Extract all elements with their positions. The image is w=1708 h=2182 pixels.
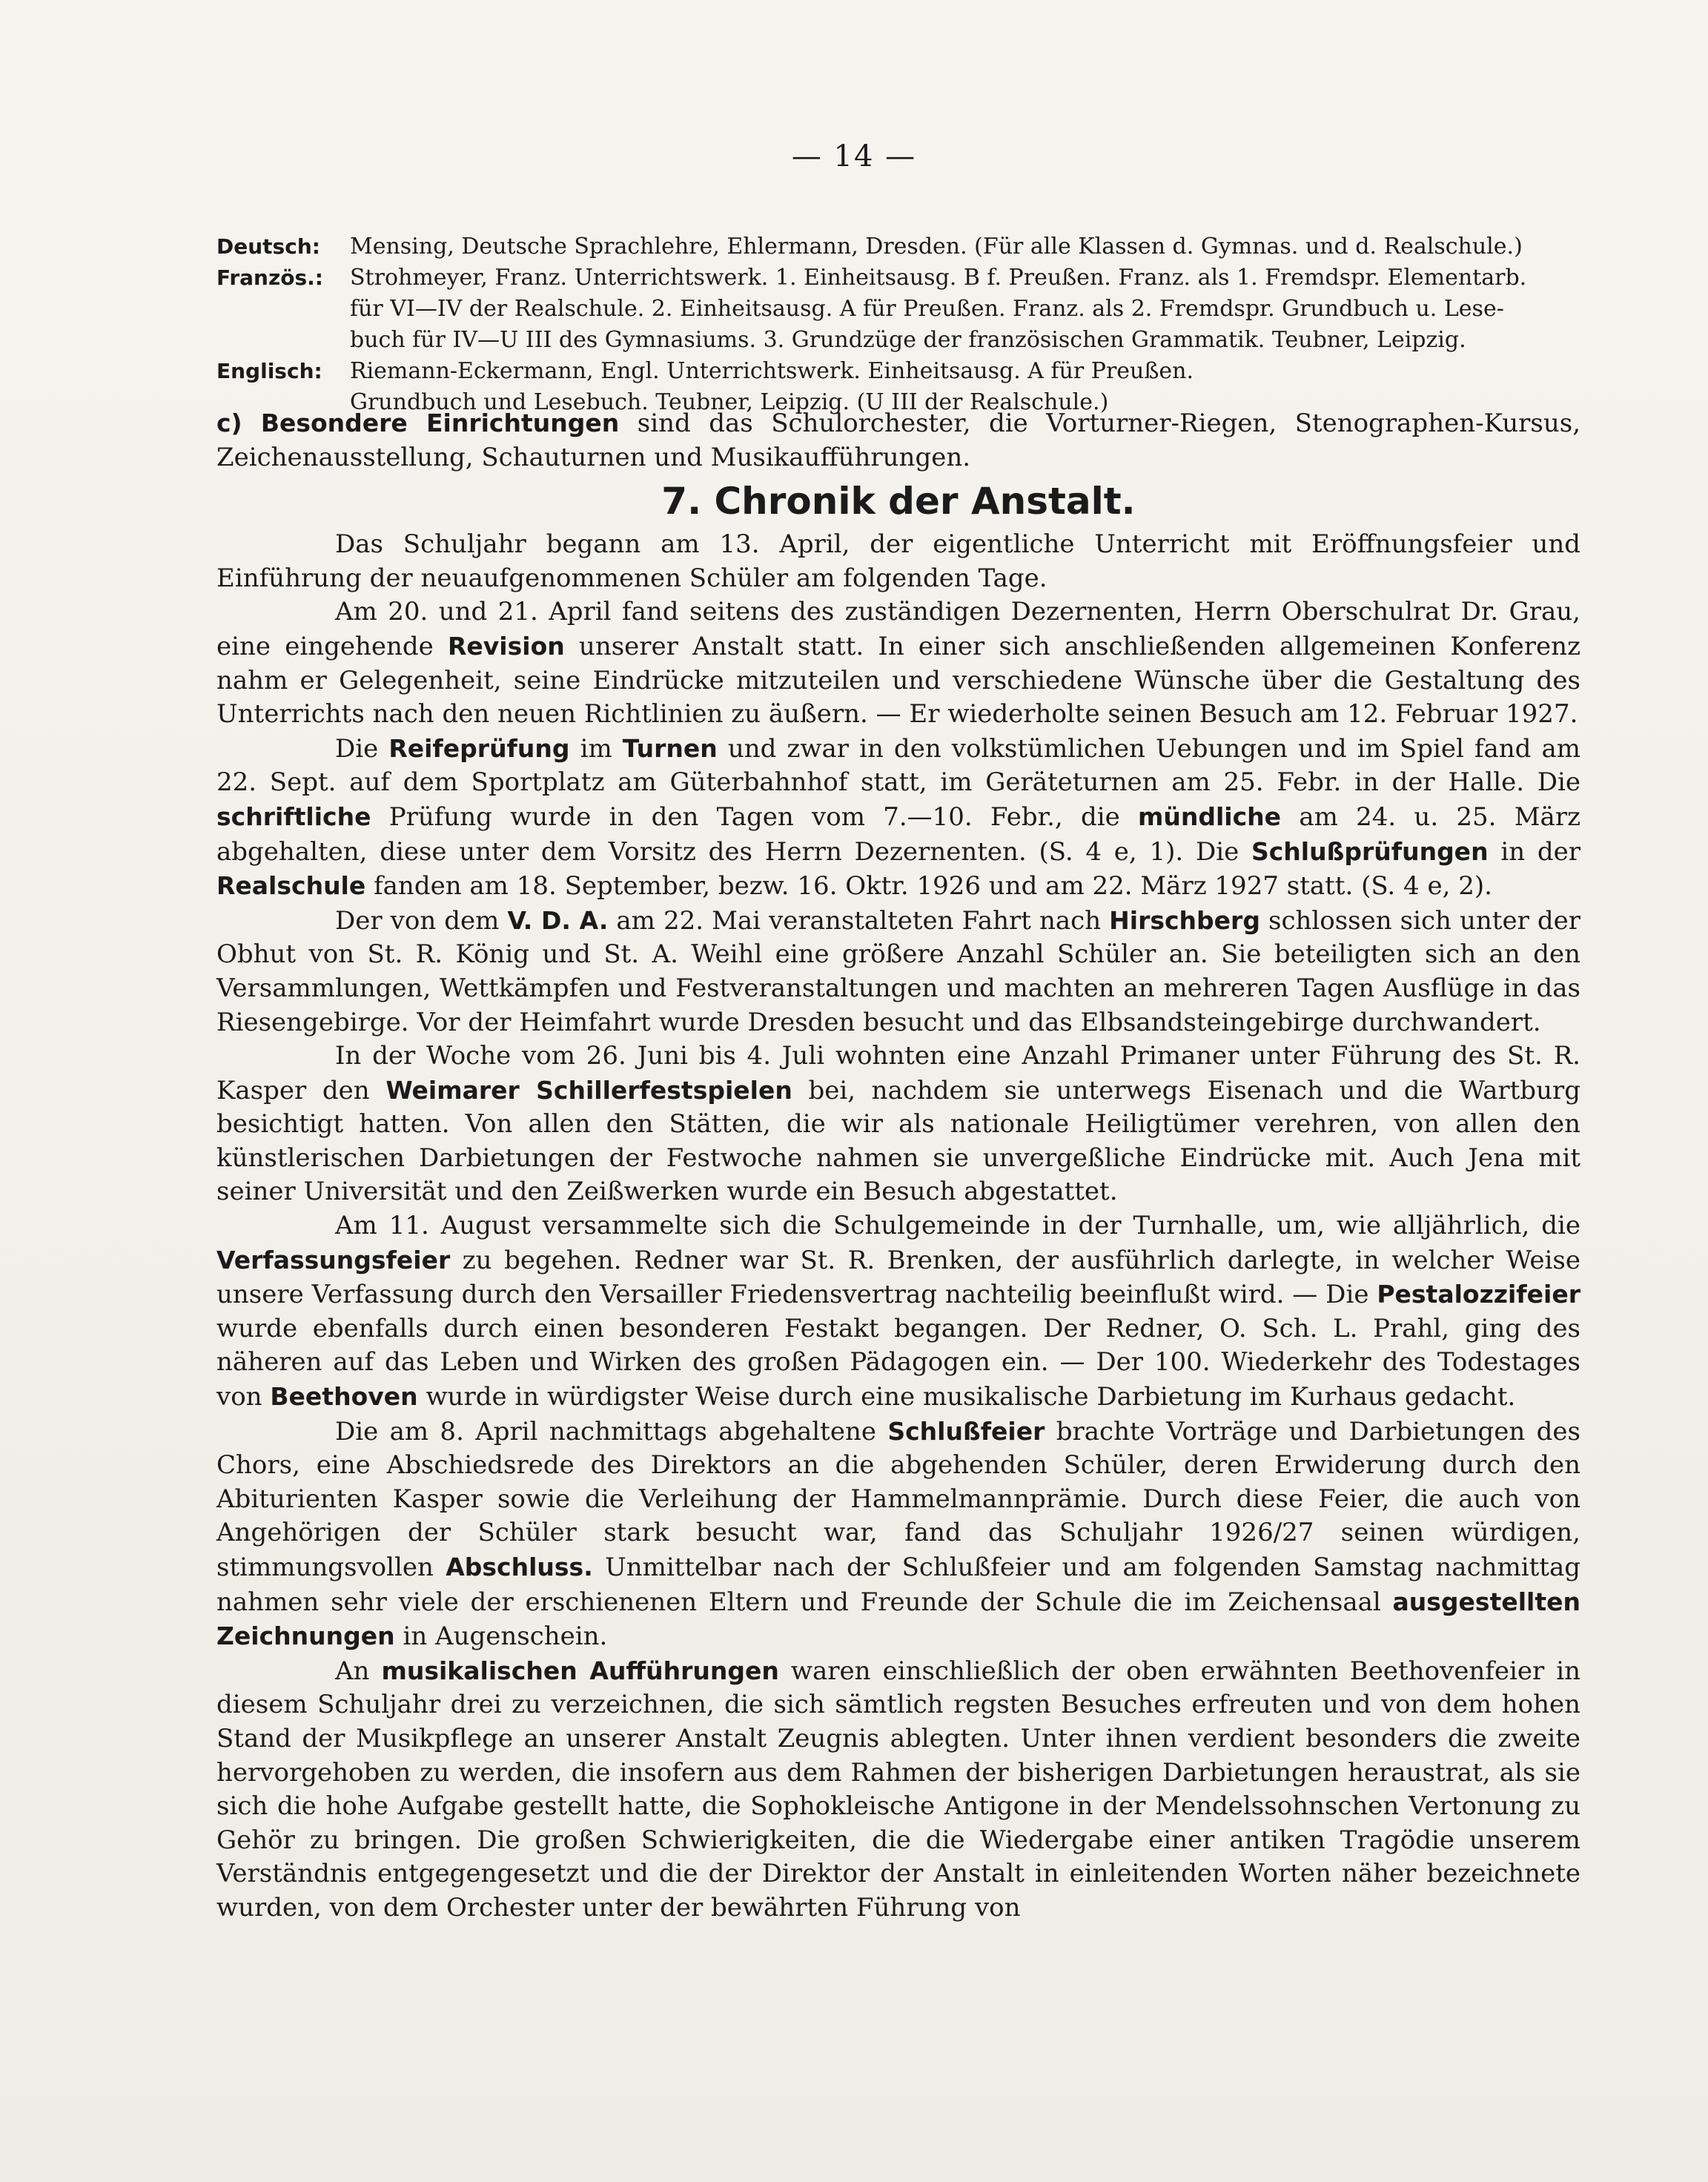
textbook-entry <box>350 262 1580 356</box>
text-run: An <box>335 1656 382 1686</box>
emphasis: Schlußprüfungen <box>1251 836 1489 866</box>
emphasis: Realschule <box>216 871 366 901</box>
text-run: Prüfung wurde in den Tagen vom 7.—10. Febr., die <box>371 801 1138 832</box>
section-heading: 7. Chronik der Anstalt. <box>661 480 1136 523</box>
text-run: Der von dem <box>335 905 508 936</box>
textbook-line: Mensing, Deutsche Sprachlehre, Ehlermann, Dresden. (Für alle Klassen d. Gymnas. und d. Realschule.) <box>350 234 1523 259</box>
text-run: Unmittelbar nach der Schlußfeier und am folgenden Samstag nachmittag nahmen sehr viele der erschienenen Eltern und Freunde der Schule die im Zeichensaal <box>216 1553 1580 1617</box>
paragraph-celebrations <box>216 1209 1580 1415</box>
section-c-paragraph <box>216 406 1580 475</box>
paragraph-revision <box>216 595 1580 731</box>
textbook-entry <box>350 231 1580 262</box>
text-run: am 22. Mai veranstalteten Fahrt nach <box>608 905 1110 936</box>
emphasis: Reifeprüfung <box>388 733 570 763</box>
emphasis: Beethoven <box>270 1382 418 1412</box>
text-run: wurde ebenfalls durch einen besonderen Festakt begangen. Der Redner, O. Sch. L. Prahl, ging des näheren auf das Leben und Wirken des großen Pädagogen ein. — Der 100. Wiederkehr des Todestages von <box>216 1313 1580 1412</box>
text-run: bei, nachdem sie unterwegs Eisenach und die Wartburg besichtigt hatten. Von allen den Stätten, die wir als nationale Heiligtümer verehren, von allen den künstlerischen Darbietungen der Festwoche nahmen sie unvergeßliche Eindrücke mit. Auch Jena mit seiner Universität und den Zeißwerken wurde ein Besuch abgestattet. <box>216 1075 1580 1207</box>
text-run: und zwar in den volkstümlichen Uebungen und im Spiel fand am 22. Sept. auf dem Sportplatz am Güterbahnhof statt, im Geräteturnen am 25. Febr. in der Halle. Die <box>216 733 1581 798</box>
paragraph-exams <box>216 732 1580 904</box>
textbook-line: buch für IV—U III des Gymnasiums. 3. Grundzüge der französischen Grammatik. Teubner, Leipzig. <box>350 327 1466 353</box>
textbook-language: Deutsch: <box>216 234 320 259</box>
emphasis: V. D. A. <box>507 905 609 935</box>
text-run: Am 20. und 21. April fand seitens des zuständigen Dezernenten, Herrn Oberschulrat Dr. Grau, eine eingehende <box>216 597 1580 661</box>
paragraph-hirschberg-trip <box>216 904 1580 1039</box>
text-run: zu begehen. Redner war St. R. Brenken, der ausführlich darlegte, in welcher Weise unsere Verfassung durch den Versailler Friedensvertrag nachteilig beeinflußt wird. — Die <box>216 1245 1580 1310</box>
emphasis: Weimarer Schillerfestspielen <box>385 1075 792 1105</box>
textbook-line: für VI—IV der Realschule. 2. Einheitsausg. A für Preußen. Franz. als 2. Fremdspr. Grundbuch u. Lese- <box>350 296 1504 322</box>
emphasis: Turnen <box>622 733 718 763</box>
text-run: fanden am 18. September, bezw. 16. Oktr. 1926 und am 22. März 1927 statt. (S. 4 e, 2). <box>365 871 1492 902</box>
emphasis: Abschluss. <box>446 1553 593 1581</box>
textbook-language: Englisch: <box>216 359 322 383</box>
page-number: — 14 — <box>791 139 917 173</box>
text-run: am 24. u. 25. März abgehalten, diese unter dem Vorsitz des Herrn Dezernenten. (S. 4 e, 1). Die <box>216 801 1580 867</box>
textbook-line: Riemann-Eckermann, Engl. Unterrichtswerk. Einheitsausg. A für Preußen. <box>350 358 1194 384</box>
emphasis: mündliche <box>1138 801 1282 831</box>
emphasis: Verfassungsfeier <box>216 1245 451 1275</box>
text-run: in der <box>1488 836 1580 867</box>
emphasis: Pestalozzifeier <box>1377 1280 1580 1309</box>
paragraph-closing-ceremony <box>216 1415 1580 1654</box>
text-run: Am 11. August versammelte sich die Schulgemeinde in der Turnhalle, um, wie alljährlich, die <box>335 1211 1580 1241</box>
paragraph-school-year: Das Schuljahr begann am 13. April, der eigentliche Unterricht mit Eröffnungsfeier und Einführung der neuaufgenommenen Schüler am folgenden Tage. <box>216 529 1580 593</box>
section-c-text: sind das Schulorchester, die Vorturner-Riegen, Stenographen-Kursus, Zeichenausstellung, Schauturnen und Musikaufführungen. <box>216 409 1580 472</box>
text-run: Die <box>335 733 389 764</box>
textbook-language: Französ.: <box>216 265 324 290</box>
textbook-row-deutsch <box>216 231 1580 262</box>
text-run: schlossen sich unter der Obhut von St. R. König und St. A. Weihl eine größere Anzahl Schüler an. Sie beteiligten sich an den Versammlungen, Wettkämpfen und Festveranstaltungen und machten an mehreren Tagen Ausflüge in das Riesengebirge. Vor der Heimfahrt wurde Dresden besucht und das Elbsandsteingebirge durchwandert. <box>216 905 1580 1037</box>
text-run: waren einschließlich der oben erwähnten Beethovenfeier in diesem Schuljahr drei zu verzeichnen, die sich sämtlich regsten Besuches erfreuten und von dem hohen Stand der Musikpflege an unserer Anstalt Zeugnis ablegten. Unter ihnen verdient besonders die zweite hervorgehoben zu werden, die insofern aus dem Rahmen der bisherigen Darbietungen heraustrat, als sie sich die hohe Aufgabe gestellt hatte, die Sophokleische Antigone in der Mendelssohnschen Vertonung zu Gehör zu bringen. Die großen Schwierigkeiten, die die Wiedergabe einer antiken Tragödie unserem Verständnis entgegengesetzt und die der Direktor der Anstalt in einleitenden Worten näher bezeichnete wurden, von dem Orchester unter der bewährten Führung von <box>216 1656 1581 1923</box>
emphasis: ausgestellten Zeichnungen <box>216 1587 1580 1651</box>
textbook-row-franzoesisch <box>216 262 1580 356</box>
emphasis: Schlußfeier <box>887 1416 1045 1446</box>
textbook-line: Strohmeyer, Franz. Unterrichtswerk. 1. Einheitsausg. B f. Preußen. Franz. als 1. Fremdspr. Elementarb. <box>350 265 1527 291</box>
emphasis: Hirschberg <box>1109 905 1260 935</box>
text-run: in Augenschein. <box>394 1621 608 1652</box>
textbook-list <box>216 231 1580 418</box>
text-run: brachte Vorträge und Darbietungen des Chors, eine Abschiedsrede des Direktors an die abgehenden Schüler, deren Erwiderung durch den Abiturienten Kasper sowie die Verleihung der Hammelmannprämie. Durch diese Feier, die auch von Angehörigen der Schüler stark besucht war, fand das Schuljahr 1926/27 seinen würdigen, stimmungsvollen <box>216 1416 1580 1582</box>
main-content <box>216 406 1580 1925</box>
paragraph-music <box>216 1654 1580 1925</box>
paragraph-weimar <box>216 1039 1580 1209</box>
textbook-line: Grundbuch und Lesebuch. Teubner, Leipzig. (U III der Realschule.) <box>350 389 1109 415</box>
emphasis: Revision <box>448 631 565 661</box>
text-run: unserer Anstalt statt. In einer sich anschließenden allgemeinen Konferenz nahm er Gelegenheit, seine Eindrücke mitzuteilen und verschiedene Wünsche über die Gestaltung des Unterrichts nach den neuen Richtlinien zu äußern. — Er wiederholte seinen Besuch am 12. Februar 1927. <box>216 631 1580 730</box>
emphasis: schriftliche <box>216 801 371 831</box>
text-run: In der Woche vom 26. Juni bis 4. Juli wohnten eine Anzahl Primaner unter Führung des St. R. Kasper den <box>216 1041 1580 1105</box>
text-run: wurde in würdigster Weise durch eine musikalische Darbietung im Kurhaus gedacht. <box>417 1382 1516 1412</box>
section-c-label: c) Besondere Einrichtungen <box>216 409 620 437</box>
text-run: im <box>569 733 623 764</box>
text-run: Die am 8. April nachmittags abgehaltene <box>335 1416 888 1447</box>
emphasis: musikalischen Aufführungen <box>381 1656 779 1685</box>
